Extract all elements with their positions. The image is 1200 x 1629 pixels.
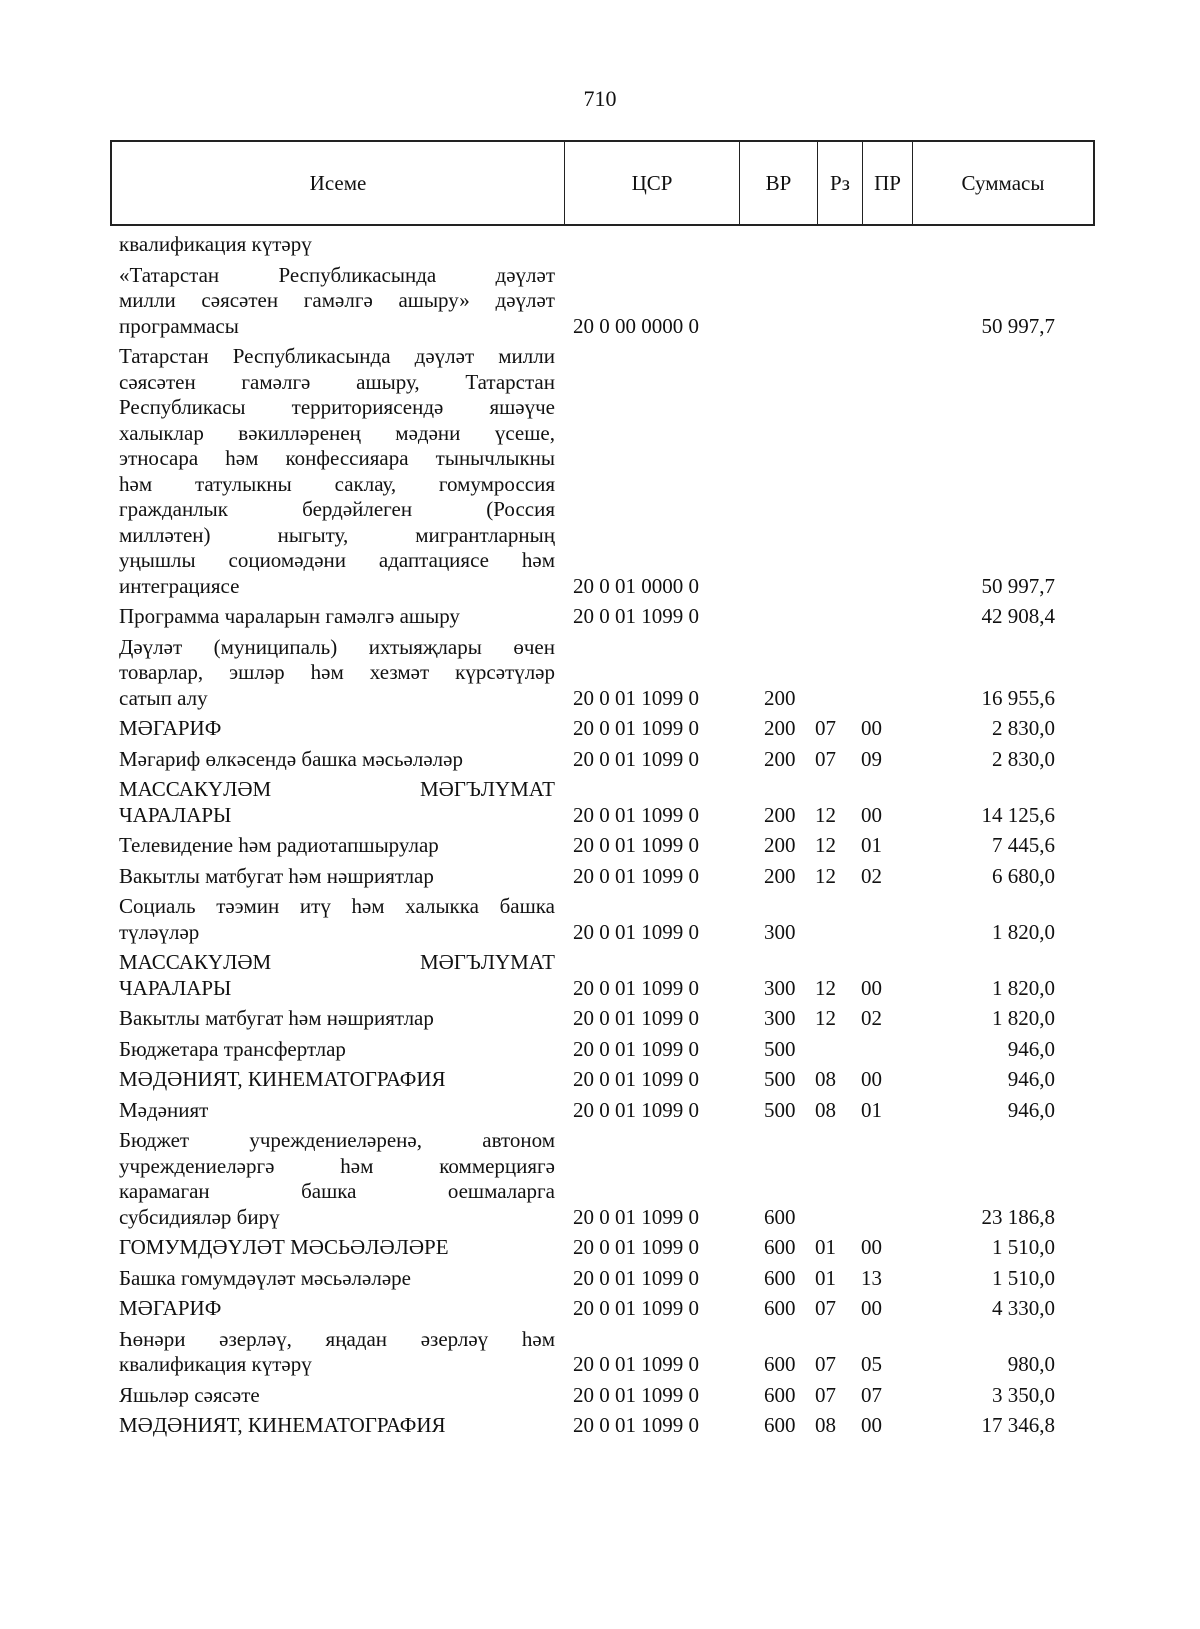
row-rz: 12: [815, 1006, 836, 1030]
row-csr: 20 0 01 1099 0: [573, 919, 699, 944]
row-rz: 08: [815, 1097, 836, 1122]
row-name: [119, 894, 555, 945]
row-csr: 20 0 01 1099 0: [573, 1036, 699, 1061]
row-rz: 08: [815, 1413, 836, 1437]
row-rz: 07: [815, 746, 836, 771]
row-name-line: этносара һәм конфессияара тынычлыкны: [119, 446, 555, 470]
row-csr: 20 0 01 1099 0: [573, 1067, 699, 1091]
row-name-line: интеграциясе: [119, 573, 240, 598]
row-name-line: уңышлы социомәдәни адаптациясе һәм: [119, 548, 555, 572]
row-csr: 20 0 01 1099 0: [573, 685, 699, 710]
row-vr: 600: [764, 1235, 796, 1259]
row-sum: 14 125,6: [981, 802, 1055, 827]
row-vr: 500: [764, 1067, 796, 1091]
row-name-line: Һөнәри әзерләү, яңадан әзерләү һәм: [119, 1326, 555, 1351]
table-row: [119, 344, 1095, 599]
row-name-line: Республикасы территориясендә яшәүче: [119, 395, 555, 419]
continuation-row: [119, 232, 1095, 258]
row-name: [119, 950, 555, 1001]
row-sum: 946,0: [1007, 1036, 1055, 1061]
row-sum: 42 908,4: [981, 604, 1055, 628]
row-rz: 01: [815, 1265, 836, 1290]
row-name: [119, 864, 555, 890]
row-sum: 7 445,6: [992, 833, 1055, 857]
row-csr: 20 0 01 1099 0: [573, 716, 699, 740]
row-sum: 16 955,6: [981, 685, 1055, 710]
row-sum: 946,0: [1007, 1067, 1055, 1091]
row-pr: 13: [861, 1265, 882, 1290]
row-rz: 12: [815, 833, 836, 857]
row-pr: 00: [861, 716, 882, 740]
row-sum: 946,0: [1007, 1097, 1055, 1122]
table-row: [119, 1296, 1095, 1322]
row-csr: 20 0 01 1099 0: [573, 1006, 699, 1030]
header-sum: Суммасы: [961, 170, 1045, 195]
row-csr: 20 0 01 1099 0: [573, 1413, 699, 1437]
row-name-line: түләүләр: [119, 919, 200, 944]
row-pr: 01: [861, 833, 882, 857]
row-rz: 08: [815, 1067, 836, 1091]
table-row: [119, 604, 1095, 630]
table-row: [119, 1383, 1095, 1409]
row-vr: 500: [764, 1036, 796, 1061]
row-name-line: субсидияләр бирү: [119, 1204, 280, 1229]
row-name: [119, 1098, 555, 1124]
row-pr: 00: [861, 802, 882, 827]
header-rz: Рз: [818, 142, 863, 224]
row-name: [119, 344, 555, 599]
row-name-line: сатып алу: [119, 685, 208, 710]
row-sum: 1 820,0: [992, 919, 1055, 944]
row-pr: 00: [861, 1296, 882, 1320]
row-name: [119, 1266, 555, 1292]
table-row: [119, 1327, 1095, 1378]
header-csr: ЦСР: [565, 142, 740, 224]
row-vr: 300: [764, 1006, 796, 1030]
row-vr: 200: [764, 746, 796, 771]
row-sum: 1 820,0: [992, 1006, 1055, 1030]
row-rz: 12: [815, 863, 836, 888]
row-csr: 20 0 01 1099 0: [573, 1204, 699, 1229]
row-rz: 07: [815, 716, 836, 740]
row-name-line: ГОМУМДӘҮЛӘТ МӘСЬӘЛӘЛӘРЕ: [119, 1235, 449, 1259]
row-name-line: Социаль тәэмин итү һәм халыкка башка: [119, 894, 555, 918]
table-body: [119, 232, 1095, 1444]
row-pr: 02: [861, 1006, 882, 1030]
row-name-line: Башка гомумдәүләт мәсьәләләре: [119, 1265, 411, 1290]
row-sum: 1 510,0: [992, 1235, 1055, 1259]
row-csr: 20 0 01 1099 0: [573, 1235, 699, 1259]
row-name-line: гражданлык бердәйлеген (Россия: [119, 497, 555, 521]
table-row: [119, 833, 1095, 859]
row-csr: 20 0 00 0000 0: [573, 313, 699, 338]
row-name-line: МӘГАРИФ: [119, 1296, 222, 1320]
row-pr: 01: [861, 1097, 882, 1122]
row-name: [119, 1327, 555, 1378]
row-vr: 600: [764, 1296, 796, 1320]
row-sum: 4 330,0: [992, 1296, 1055, 1320]
row-csr: 20 0 01 1099 0: [573, 1352, 699, 1376]
table-row: [119, 635, 1095, 712]
row-name-line: МАССАКҮЛӘМ МӘГЪЛҮМАТ: [119, 777, 555, 801]
row-name-line: Телевидение һәм радиотапшырулар: [119, 833, 439, 857]
row-name: [119, 635, 555, 712]
row-name: [119, 1296, 555, 1322]
table-row: [119, 263, 1095, 340]
row-pr: 02: [861, 863, 882, 888]
row-sum: 2 830,0: [992, 716, 1055, 740]
row-name-line: МАССАКҮЛӘМ МӘГЪЛҮМАТ: [119, 950, 555, 974]
row-vr: 300: [764, 975, 796, 1000]
row-pr: 07: [861, 1382, 882, 1407]
table-row: [119, 747, 1095, 773]
row-name-line: Бюджетара трансфертлар: [119, 1036, 346, 1061]
row-name: [119, 1413, 555, 1439]
row-sum: 2 830,0: [992, 746, 1055, 771]
row-name-line: МӘДӘНИЯТ, КИНЕМАТОГРАФИЯ: [119, 1413, 446, 1437]
row-vr: 200: [764, 685, 796, 710]
row-name-line: «Татарстан Республикасында дәүләт: [119, 262, 555, 287]
row-sum: 1 510,0: [992, 1265, 1055, 1290]
row-name-line: Вакытлы матбугат һәм нәшриятлар: [119, 863, 434, 888]
row-name-line: карамаган башка оешмаларга: [119, 1179, 555, 1203]
row-rz: 12: [815, 975, 836, 1000]
row-name-line: учреждениеләргә һәм коммерциягә: [119, 1153, 555, 1178]
row-sum: 1 820,0: [992, 975, 1055, 1000]
row-name: [119, 747, 555, 773]
row-name: [119, 1235, 555, 1261]
row-sum: 50 997,7: [981, 573, 1055, 598]
row-sum: 50 997,7: [981, 313, 1055, 338]
row-csr: 20 0 01 0000 0: [573, 573, 699, 598]
page-number: 710: [583, 86, 617, 111]
row-csr: 20 0 01 1099 0: [573, 604, 699, 628]
continuation-text: квалификация күтәрү: [119, 232, 312, 256]
header-vr: ВР: [740, 142, 818, 224]
row-pr: 00: [861, 1235, 882, 1259]
table-row: [119, 716, 1095, 742]
row-vr: 500: [764, 1097, 796, 1122]
row-name-line: милләтен) ныгыту, мигрантларның: [119, 522, 555, 547]
row-name-line: сәясәтен гамәлгә ашыру, Татарстан: [119, 369, 555, 394]
header-name: Исеме: [112, 142, 565, 224]
row-name-line: квалификация күтәрү: [119, 1352, 312, 1376]
row-csr: 20 0 01 1099 0: [573, 1265, 699, 1290]
row-name: [119, 1006, 555, 1032]
row-name: [119, 604, 555, 630]
table-row: [119, 777, 1095, 828]
row-csr: 20 0 01 1099 0: [573, 833, 699, 857]
table-row: [119, 1266, 1095, 1292]
row-rz: 07: [815, 1352, 836, 1376]
row-sum: 23 186,8: [981, 1204, 1055, 1229]
row-csr: 20 0 01 1099 0: [573, 863, 699, 888]
table-row: [119, 1413, 1095, 1439]
row-csr: 20 0 01 1099 0: [573, 1296, 699, 1320]
row-name-line: Мәгариф өлкәсендә башка мәсьәләләр: [119, 746, 463, 771]
row-pr: 05: [861, 1352, 882, 1376]
row-sum: 3 350,0: [992, 1382, 1055, 1407]
row-name-line: ЧАРАЛАРЫ: [119, 802, 232, 827]
row-csr: 20 0 01 1099 0: [573, 975, 699, 1000]
row-name-line: МӘДӘНИЯТ, КИНЕМАТОГРАФИЯ: [119, 1067, 446, 1091]
row-name: [119, 833, 555, 859]
table-row: [119, 864, 1095, 890]
row-vr: 200: [764, 716, 796, 740]
row-name-line: ЧАРАЛАРЫ: [119, 975, 232, 1000]
row-vr: 600: [764, 1382, 796, 1407]
row-vr: 300: [764, 919, 796, 944]
row-vr: 200: [764, 802, 796, 827]
row-csr: 20 0 01 1099 0: [573, 1097, 699, 1122]
row-name: [119, 1128, 555, 1230]
row-name-line: Дәүләт (муниципаль) ихтыяҗлары өчен: [119, 634, 555, 659]
table-row: [119, 1006, 1095, 1032]
row-rz: 07: [815, 1382, 836, 1407]
row-vr: 200: [764, 863, 796, 888]
table-row: [119, 1037, 1095, 1063]
row-pr: 00: [861, 1067, 882, 1091]
row-vr: 600: [764, 1265, 796, 1290]
row-name-line: Вакытлы матбугат һәм нәшриятлар: [119, 1006, 434, 1030]
row-rz: 12: [815, 802, 836, 827]
row-name-line: МӘГАРИФ: [119, 716, 222, 740]
table-header: [110, 140, 1095, 226]
row-vr: 600: [764, 1413, 796, 1437]
row-name: [119, 716, 555, 742]
row-pr: 09: [861, 746, 882, 771]
row-sum: 6 680,0: [992, 863, 1055, 888]
row-name-line: Татарстан Республикасында дәүләт милли: [119, 344, 555, 368]
table-row: [119, 894, 1095, 945]
row-rz: 01: [815, 1235, 836, 1259]
row-name-line: программасы: [119, 313, 239, 338]
row-name: [119, 777, 555, 828]
row-name-line: товарлар, эшләр һәм хезмәт күрсәтүләр: [119, 660, 555, 684]
row-name: [119, 1383, 555, 1409]
row-vr: 600: [764, 1204, 796, 1229]
table-row: [119, 950, 1095, 1001]
row-name-line: һәм татулыкны саклау, гомумроссия: [119, 471, 555, 496]
row-vr: 200: [764, 833, 796, 857]
row-csr: 20 0 01 1099 0: [573, 746, 699, 771]
row-csr: 20 0 01 1099 0: [573, 1382, 699, 1407]
row-name-line: Программа чараларын гамәлгә ашыру: [119, 604, 460, 628]
row-pr: 00: [861, 975, 882, 1000]
header-pr: ПР: [863, 142, 913, 224]
row-vr: 600: [764, 1352, 796, 1376]
table-row: [119, 1235, 1095, 1261]
row-rz: 07: [815, 1296, 836, 1320]
row-name-line: Яшьләр сәясәте: [119, 1382, 260, 1407]
row-name-line: халыклар вәкилләренең мәдәни үсеше,: [119, 420, 555, 445]
row-name-line: Бюджет учреждениеләренә, автоном: [119, 1128, 555, 1152]
row-name-line: Мәдәният: [119, 1097, 209, 1122]
row-sum: 17 346,8: [981, 1413, 1055, 1437]
row-name: [119, 1067, 555, 1093]
table-row: [119, 1128, 1095, 1230]
table-row: [119, 1067, 1095, 1093]
table-row: [119, 1098, 1095, 1124]
row-csr: 20 0 01 1099 0: [573, 802, 699, 827]
row-name: [119, 263, 555, 340]
row-name-line: милли сәясәтен гамәлгә ашыру» дәүләт: [119, 288, 555, 312]
row-name: [119, 1037, 555, 1063]
row-sum: 980,0: [1007, 1352, 1055, 1376]
row-pr: 00: [861, 1413, 882, 1437]
